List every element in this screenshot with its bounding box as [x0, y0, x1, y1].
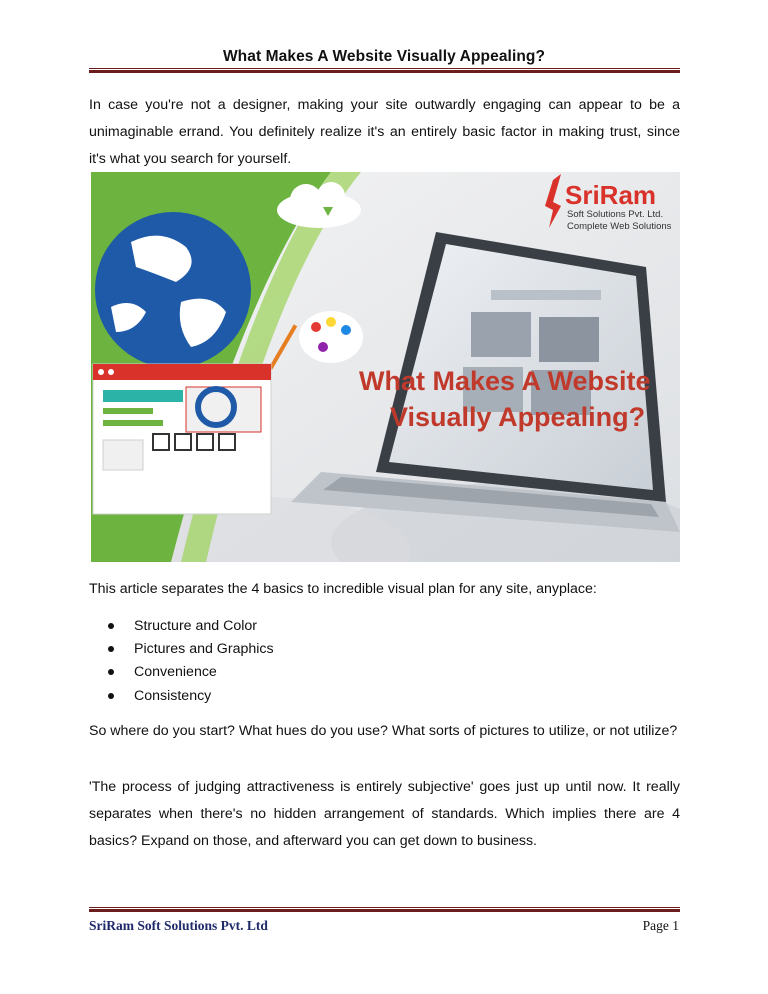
- footer-company: SriRam Soft Solutions Pvt. Ltd: [89, 918, 268, 933]
- hero-headline-line2: Visually Appealing?: [390, 402, 646, 432]
- page-number: Page 1: [642, 918, 679, 933]
- question-paragraph: So where do you start? What hues do you use? What sorts of pictures to utilize, or not utilize?: [89, 723, 678, 739]
- section-lead: This article separates the 4 basics to incredible visual plan for any site, anyplace:: [89, 581, 597, 597]
- closing-paragraph: 'The process of judging attractiveness is entirely subjective' goes just up until now. It really separates when there's no hidden arrangement of standards. Which implies there are 4 basics? Expand on those, and afterward you can get down to business.: [89, 779, 680, 849]
- list-item: Consistency: [108, 684, 274, 707]
- globe-icon: [95, 212, 251, 368]
- intro-paragraph: In case you're not a designer, making your site outwardly engaging can appear to be a unimaginable errand. You definitely realize it's an entirely basic factor in making trust, since it's what you search for yourself.: [89, 97, 680, 167]
- list-item: Pictures and Graphics: [108, 637, 274, 660]
- bullet-icon: [108, 646, 114, 652]
- bullet-icon: [108, 693, 114, 699]
- footer-rule: [89, 907, 680, 912]
- brand-subtitle: Soft Solutions Pvt. Ltd.: [567, 209, 664, 220]
- list-item: Convenience: [108, 661, 274, 684]
- basics-list: [108, 614, 274, 707]
- browser-window-graphic: [93, 364, 271, 514]
- page-title: What Makes A Website Visually Appealing?: [222, 48, 546, 65]
- brand-name: SriRam: [565, 180, 657, 210]
- bullet-icon: [108, 623, 114, 629]
- header-rule: [89, 68, 680, 73]
- brand-tagline: Complete Web Solutions: [567, 221, 672, 232]
- hero-image: [91, 172, 680, 562]
- list-item: Structure and Color: [108, 614, 274, 637]
- bullet-icon: [108, 669, 114, 675]
- hero-headline-line1: What Makes A Website: [359, 366, 651, 396]
